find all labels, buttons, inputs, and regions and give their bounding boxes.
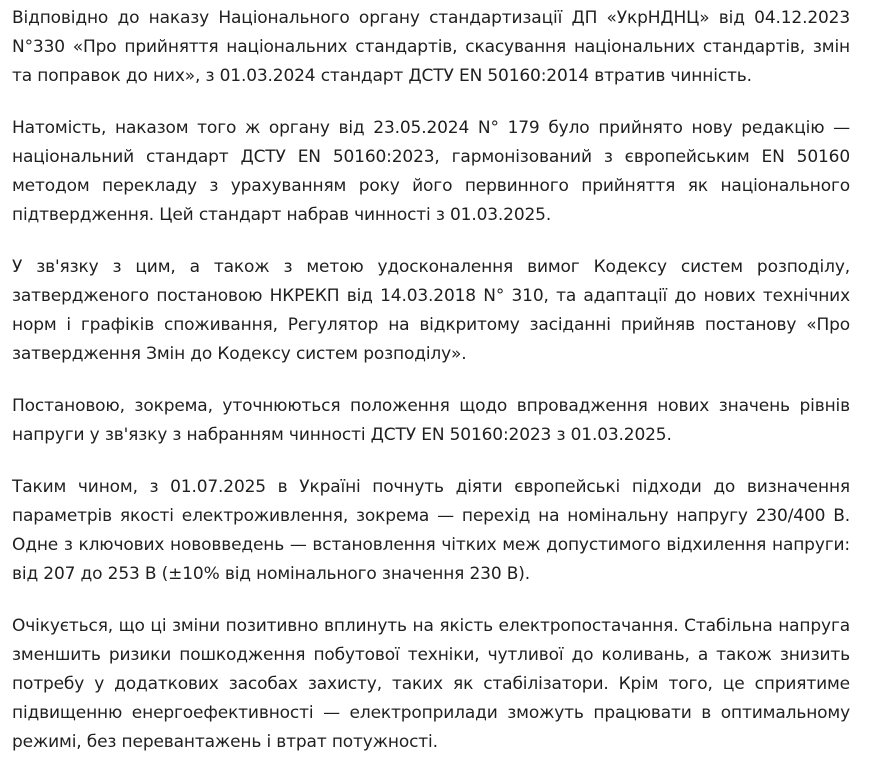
paragraph-expected-effects: Очікується, що ці зміни позитивно вплинуть на якість електропостачання. Стабільна напруга зменшить ризики пошкодження побутової техніки, чутливої до коливань, а також знизить потребу у додаткових засобах захисту, таких як стабілізатори. Крім того, це сприятиме підвищенню енергоефективності — електроприлади зможуть працювати в оптимальному режимі, без перевантажень і втрат потужності. [12, 616, 850, 752]
paragraph-voltage-levels: Постановою, зокрема, уточнюються положення щодо впровадження нових значень рівнів напруги у зв'язку з набранням чинності ДСТУ EN 50160:2023 з 01.03.2025. [12, 396, 850, 445]
paragraph-standard-cancellation: Відповідно до наказу Національного органу стандартизації ДП «УкрНДНЦ» від 04.12.2023 N°330 «Про прийняття національних стандартів, скасування національних стандартів, змін та поправок до них», з 01.03.2024 стандарт ДСТУ EN 50160:2014 втратив чинність. [12, 8, 850, 86]
paragraph-new-standard: Натомість, наказом того ж органу від 23.05.2024 N° 179 було прийнято нову редакцію — національний стандарт ДСТУ EN 50160:2023, гармонізований з європейським EN 50160 методом перекладу з урахуванням року його первинного прийняття як національного підтвердження. Цей стандарт набрав чинності з 01.03.2025. [12, 118, 850, 225]
paragraph-code-amendments: У зв'язку з цим, а також з метою удосконалення вимог Кодексу систем розподілу, затвердженого постановою НКРЕКП від 14.03.2018 N° 310, та адаптації до нових технічних норм і графіків споживання, Регулятор на відкритому засіданні прийняв постанову «Про затвердження Змін до Кодексу систем розподілу». [12, 257, 850, 364]
paragraph-european-approaches: Таким чином, з 01.07.2025 в Україні почнуть діяти європейські підходи до визначення параметрів якості електроживлення, зокрема — перехід на номінальну напругу 230/400 В. Одне з ключових нововведень — встановлення чітких меж допустимого відхилення напруги: від 207 до 253 В (±10% від номінального значення 230 В). [12, 477, 850, 584]
